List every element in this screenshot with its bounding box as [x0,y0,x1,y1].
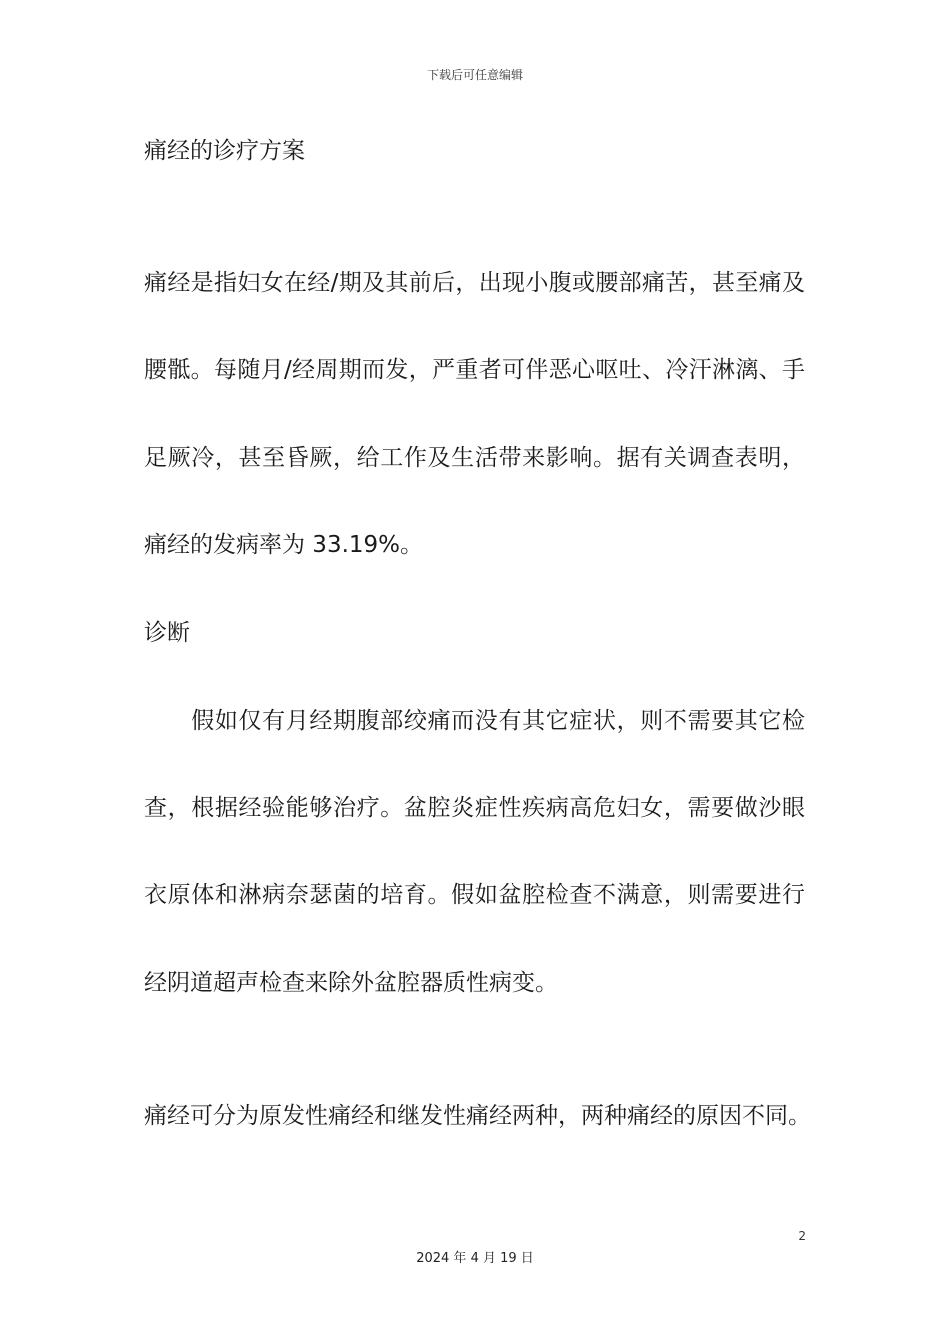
intro-line-1: 痛经是指妇女在经/期及其前后，出现小腹或腰部痛苦，甚至痛及 [144,270,805,296]
intro-line-3: 足厥冷，甚至昏厥，给工作及生活带来影响。据有关调查表明， [144,445,805,471]
page-number: 2 [798,1229,806,1243]
intro-line-4: 痛经的发病率为 33.19%。 [144,532,424,558]
diagnosis-line-4: 经阴道超声检查来除外盆腔器质性病变。 [144,970,558,996]
classification-line: 痛经可分为原发性痛经和继发性痛经两种，两种痛经的原因不同。 [144,1103,811,1129]
diagnosis-line-2: 查，根据经验能够治疗。盆腔炎症性疾病高危妇女，需要做沙眼 [144,795,805,821]
footer-date: 2024 年 4 月 19 日 [416,1251,534,1266]
section-heading-diagnosis: 诊断 [144,620,190,646]
page-header-note: 下载后可任意编辑 [426,68,523,82]
diagnosis-line-1: 假如仅有月经期腹部绞痛而没有其它症状，则不需要其它检 [144,708,805,734]
document-title: 痛经的诊疗方案 [144,138,305,164]
diagnosis-line-3: 衣原体和淋病奈瑟菌的培育。假如盆腔检查不满意，则需要进行 [144,882,805,908]
intro-line-2: 腰骶。每随月/经周期而发，严重者可伴恶心呕吐、冷汗淋漓、手 [144,357,805,383]
